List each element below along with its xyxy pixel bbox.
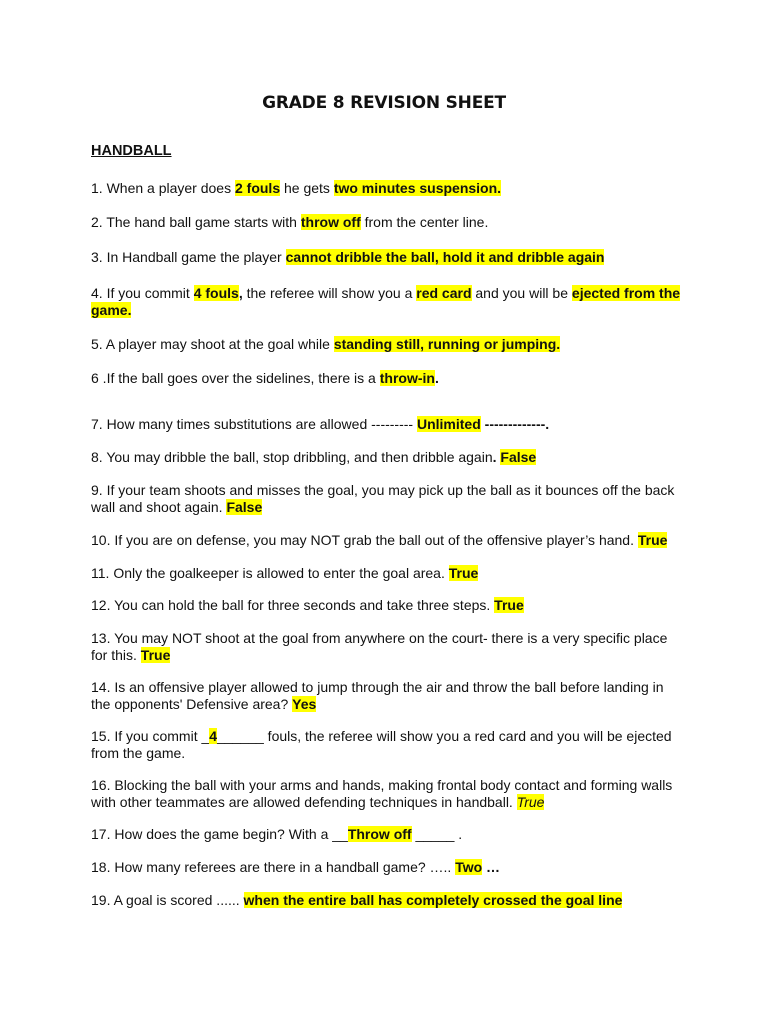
question-16: 16. Blocking the ball with your arms and hands, making frontal body contact and forming walls with other teammates are allowed defending techniques in handball. True [91, 777, 673, 810]
question-1: 1. When a player does 2 fouls he gets two minutes suspension. [91, 180, 502, 196]
answer-highlight: True [516, 793, 545, 810]
question-7: 7. How many times substitutions are allowed --------- Unlimited -------------. [91, 416, 550, 432]
answer-highlight: True [448, 565, 479, 581]
question-18: 18. How many referees are there in a handball game? ….. Two … [91, 859, 501, 875]
question-6: 6 .If the ball goes over the sidelines, there is a throw-in. [91, 370, 439, 386]
question-17: 17. How does the game begin? With a __Throw off _____ . [91, 826, 463, 842]
question-19: 19. A goal is scored ...... when the entire ball has completely crossed the goal line [91, 892, 623, 908]
question-9: 9. If your team shoots and misses the goal, you may pick up the ball as it bounces off the back wall and shoot again. False [91, 482, 675, 515]
answer-highlight: True [637, 532, 668, 548]
answer-highlight: True [494, 597, 524, 613]
answer-highlight: False [226, 498, 263, 515]
question-12: 12. You can hold the ball for three seconds and take three steps. True [91, 597, 524, 613]
answer-highlight: True [140, 646, 171, 663]
answer-highlight: Yes [292, 695, 317, 712]
answer-highlight: 2 fouls [234, 180, 281, 196]
answer-highlight: ejected from the game. [91, 285, 681, 318]
answer-highlight: Two [455, 859, 483, 875]
answer-highlight: cannot dribble the ball, hold it and dribble again [285, 249, 605, 265]
answer-highlight: throw off [300, 214, 361, 230]
question-8: 8. You may dribble the ball, stop dribbling, and then dribble again. False [91, 449, 537, 465]
question-4: 4. If you commit 4 fouls, the referee will show you a red card and you will be ejected from the game. [91, 285, 681, 318]
answer-highlight: red card [416, 285, 472, 301]
answer-highlight: standing still, running or jumping. [333, 336, 561, 352]
question-11: 11. Only the goalkeeper is allowed to enter the goal area. True [91, 565, 479, 581]
question-10: 10. If you are on defense, you may NOT grab the ball out of the offensive player’s hand. True [91, 532, 668, 548]
page-title: GRADE 8 REVISION SHEET [262, 93, 506, 113]
section-heading: HANDBALL [91, 143, 172, 159]
question-2: 2. The hand ball game starts with throw off from the center line. [91, 214, 489, 230]
question-13: 13. You may NOT shoot at the goal from anywhere on the court- there is a very specific place for this. True [91, 630, 668, 663]
answer-highlight: when the entire ball has completely crossed the goal line [243, 892, 623, 908]
answer-highlight: 4 [209, 728, 218, 744]
answer-highlight: Unlimited [416, 416, 481, 432]
question-14: 14. Is an offensive player allowed to jump through the air and throw the ball before landing in the opponents' Defensive area? Yes [91, 679, 664, 712]
answer-highlight: two minutes suspension. [333, 180, 502, 196]
answer-highlight: False [500, 449, 537, 465]
question-3: 3. In Handball game the player cannot dribble the ball, hold it and dribble again [91, 249, 605, 265]
question-15: 15. If you commit _4______ fouls, the referee will show you a red card and you will be ejected from the game. [91, 728, 672, 761]
answer-highlight: throw-in [379, 370, 435, 386]
question-5: 5. A player may shoot at the goal while standing still, running or jumping. [91, 336, 561, 352]
answer-highlight: 4 fouls [193, 285, 239, 301]
answer-highlight: Throw off [347, 826, 412, 842]
